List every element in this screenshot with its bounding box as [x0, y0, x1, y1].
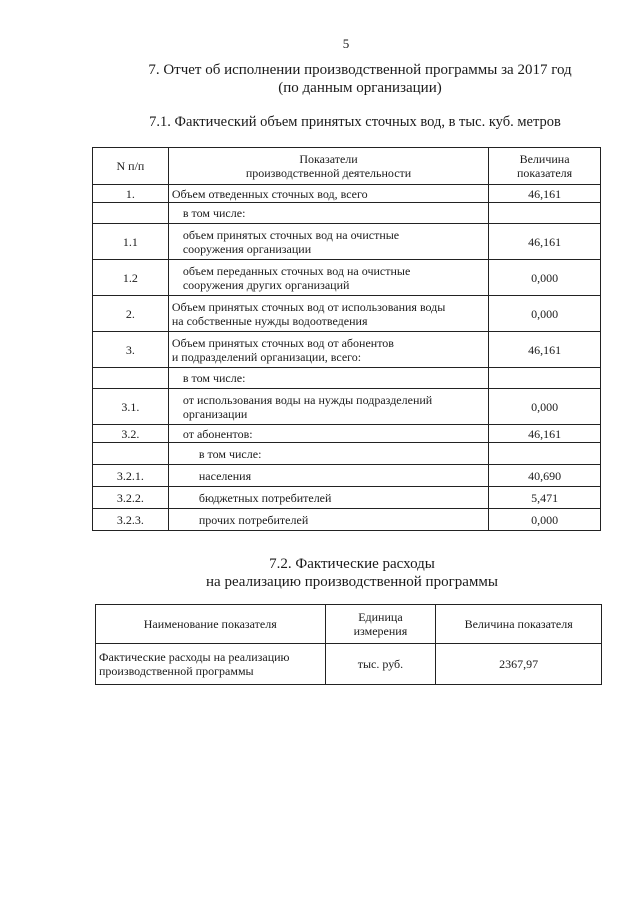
row-value: 40,690	[489, 465, 601, 487]
row-label: в том числе:	[168, 203, 488, 224]
table-header-row	[93, 148, 601, 185]
row-num: 3.2.3.	[93, 509, 169, 531]
header-num: N п/п	[93, 148, 169, 185]
row-label: в том числе:	[168, 443, 488, 465]
row-value	[489, 203, 601, 224]
row-value: 2367,97	[436, 644, 602, 685]
row-label: Объем отведенных сточных вод, всего	[168, 185, 488, 203]
section-7-1-title: 7.1. Фактический объем принятых сточных вод, в тыс. куб. метров	[149, 114, 561, 130]
row-value: 46,161	[489, 185, 601, 203]
row-num: 1.1	[93, 224, 169, 260]
table-row	[93, 332, 601, 368]
row-num: 3.1.	[93, 389, 169, 425]
row-name-line2: производственной программы	[99, 664, 254, 678]
row-label-line1: от использования воды на нужды подразделений	[182, 392, 433, 407]
section-7-subtitle: (по данным организации)	[278, 80, 442, 96]
table-row	[93, 443, 601, 465]
row-value: 0,000	[489, 260, 601, 296]
header-indicator-line1: Показатели	[299, 152, 358, 166]
table-row	[93, 224, 601, 260]
row-label-line2: и подразделений организации, всего:	[171, 349, 362, 364]
row-label-line1: Объем принятых сточных вод от использования воды	[171, 299, 446, 314]
row-label: от абонентов:	[168, 425, 488, 443]
table-row	[93, 368, 601, 389]
page-number: 5	[342, 36, 350, 51]
row-value: 46,161	[489, 332, 601, 368]
table-row	[96, 644, 602, 685]
row-num: 2.	[93, 296, 169, 332]
row-label-line1: объем переданных сточных вод на очистные	[182, 263, 411, 278]
table-row	[93, 425, 601, 443]
row-label: прочих потребителей	[168, 509, 488, 531]
row-name	[96, 644, 326, 685]
row-value: 0,000	[489, 389, 601, 425]
row-num	[93, 443, 169, 465]
table-row	[93, 203, 601, 224]
row-label: бюджетных потребителей	[168, 487, 488, 509]
row-label: населения	[168, 465, 488, 487]
row-num: 1.	[93, 185, 169, 203]
row-label	[168, 296, 488, 332]
table-row	[93, 260, 601, 296]
header-value	[489, 148, 601, 185]
row-num: 3.2.1.	[93, 465, 169, 487]
table-row	[93, 296, 601, 332]
row-num	[93, 203, 169, 224]
row-value: 46,161	[489, 224, 601, 260]
row-num: 3.2.2.	[93, 487, 169, 509]
section-7-title: 7. Отчет об исполнении производственной программы за 2017 год	[148, 62, 572, 78]
header-indicator-line2: производственной деятельности	[245, 166, 412, 180]
table-row	[93, 487, 601, 509]
row-label-line2: на собственные нужды водоотведения	[171, 313, 368, 328]
row-num: 3.2.	[93, 425, 169, 443]
row-label-line2: сооружения других организаций	[182, 277, 350, 292]
row-value	[489, 443, 601, 465]
header-value: Величина показателя	[436, 605, 602, 644]
row-label	[168, 260, 488, 296]
header-unit-line2: измерения	[353, 624, 408, 638]
row-label: в том числе:	[168, 368, 488, 389]
row-label-line1: Объем принятых сточных вод от абонентов	[171, 335, 394, 350]
row-value: 5,471	[489, 487, 601, 509]
table-row	[93, 465, 601, 487]
row-label	[168, 224, 488, 260]
row-value	[489, 368, 601, 389]
header-unit	[325, 605, 436, 644]
row-label-line1: объем принятых сточных вод на очистные	[182, 227, 400, 242]
row-label-line2: сооружения организации	[182, 241, 312, 256]
table-row	[93, 389, 601, 425]
header-value-line1: Величина	[519, 152, 570, 166]
table-row	[93, 185, 601, 203]
row-value: 0,000	[489, 509, 601, 531]
wastewater-volume-table	[92, 147, 601, 531]
header-name: Наименование показателя	[96, 605, 326, 644]
expenses-table	[95, 604, 602, 685]
row-value: 46,161	[489, 425, 601, 443]
table-row	[93, 509, 601, 531]
row-label	[168, 332, 488, 368]
header-unit-line1: Единица	[358, 610, 403, 624]
table-header-row	[96, 605, 602, 644]
section-7-2-subtitle: на реализацию производственной программы	[206, 574, 498, 590]
row-value: 0,000	[489, 296, 601, 332]
row-num	[93, 368, 169, 389]
row-name-line1: Фактические расходы на реализацию	[99, 650, 290, 664]
row-unit: тыс. руб.	[325, 644, 436, 685]
header-value-line2: показателя	[516, 166, 573, 180]
row-label-line2: организации	[182, 406, 248, 421]
header-indicator	[168, 148, 488, 185]
row-num: 1.2	[93, 260, 169, 296]
row-num: 3.	[93, 332, 169, 368]
section-7-2-title: 7.2. Фактические расходы	[269, 556, 435, 572]
row-label	[168, 389, 488, 425]
